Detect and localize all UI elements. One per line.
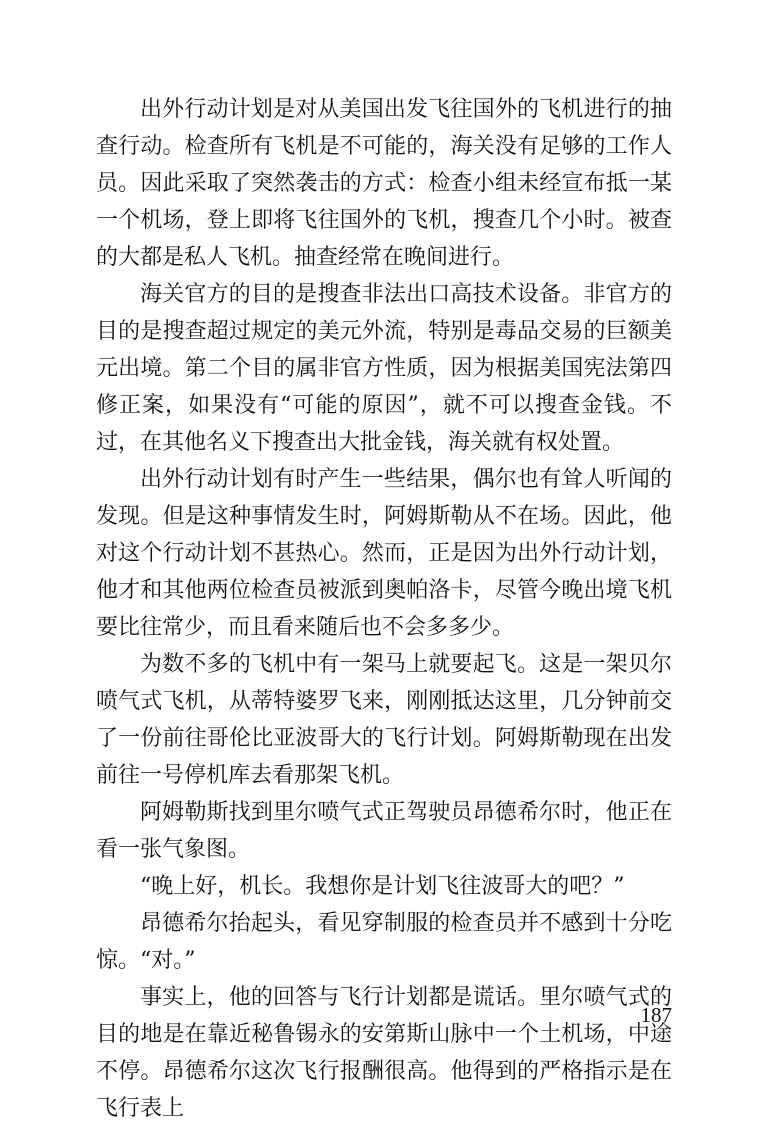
- page-number: 187: [640, 1003, 672, 1027]
- paragraph-8: 事实上，他的回答与飞行计划都是谎话。里尔喷气式的目的地是在靠近秘鲁锡永的安第斯山脉中一个土机场，中途不停。昂德希尔这次飞行报酬很高。他得到的严格指示是在飞行表上: [96, 985, 672, 1121]
- paragraph-7: 昂德希尔抬起头，看见穿制服的检查员并不感到十分吃惊。“对。”: [96, 911, 672, 973]
- paragraph-5: 阿姆勒斯找到里尔喷气式正驾驶员昂德希尔时，他正在看一张气象图。: [96, 800, 672, 862]
- paragraph-1: 出外行动计划是对从美国出发飞往国外的飞机进行的抽查行动。检查所有飞机是不可能的，海关没有足够的工作人员。因此采取了突然袭击的方式：检查小组未经宣布抵一某一个机场，登上即将飞往国外的飞机，搜查几个小时。被查的大都是私人飞机。抽查经常在晚间进行。: [96, 97, 672, 270]
- paragraph-3: 出外行动计划有时产生一些结果，偶尔也有耸人听闻的发现。但是这种事情发生时，阿姆斯勒从不在场。因此，他对这个行动计划不甚热心。然而，正是因为出外行动计划，他才和其他两位检查员被派到奥帕洛卡，尽管今晚出境飞机要比往常少，而且看来随后也不会多多少。: [96, 467, 672, 640]
- paragraph-6: “晚上好，机长。我想你是计划飞往波哥大的吧？”: [140, 874, 625, 899]
- paragraph-4: 为数不多的飞机中有一架马上就要起飞。这是一架贝尔喷气式飞机，从蒂特婆罗飞来，刚刚抵达这里，几分钟前交了一份前往哥伦比亚波哥大的飞行计划。阿姆斯勒现在出发前往一号停机库去看那架飞机。: [96, 652, 672, 788]
- paragraph-2: 海关官方的目的是搜查非法出口高技术设备。非官方的目的是搜查超过规定的美元外流，特别是毒品交易的巨额美元出境。第二个目的属非官方性质，因为根据美国宪法第四修正案，如果没有“可能的原因”，就不可以搜查金钱。不过，在其他名义下搜查出大批金钱，海关就有权处置。: [96, 282, 672, 455]
- body-text: [96, 91, 672, 1127]
